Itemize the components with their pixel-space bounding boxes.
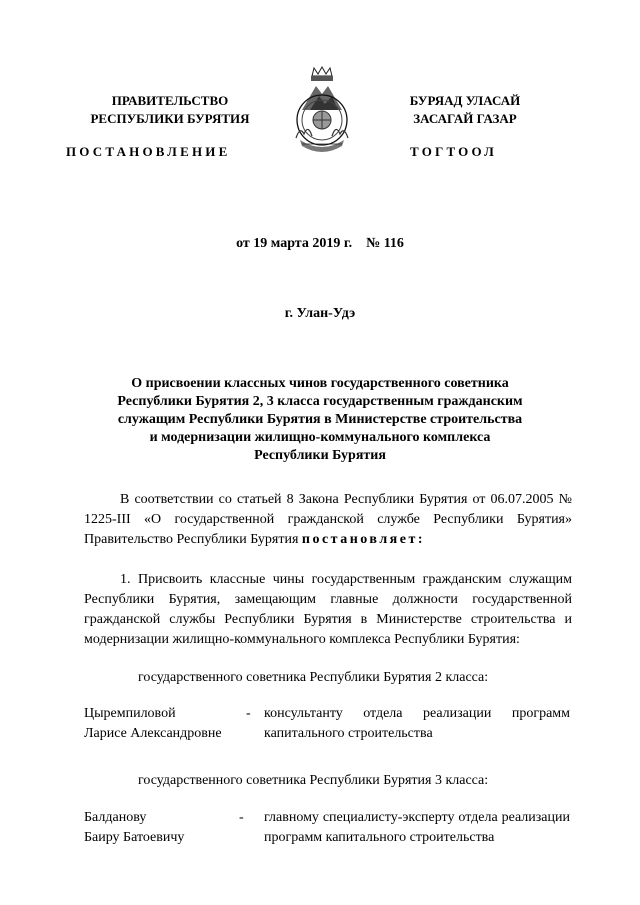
decree-word: постановляет:	[301, 532, 425, 547]
issuer-ru-line2: РЕСПУБЛИКИ БУРЯТИЯ	[90, 111, 250, 126]
title-line: служащим Республики Бурятия в Министерстве строительства	[117, 412, 523, 427]
employee-name	[84, 704, 254, 744]
employee-name-line1: Балданову	[84, 810, 147, 825]
rank2-heading: государственного советника Республики Бурятия 2 класса:	[138, 670, 489, 685]
title-line: Республики Бурятия 2, 3 класса государственным гражданским	[117, 394, 523, 409]
rank2-entry	[84, 704, 572, 748]
date-number: от 19 марта 2019 г. № 116	[236, 236, 404, 251]
issuer-bua	[355, 92, 575, 128]
preamble-text: В соответствии со статьей 8 Закона Республики Бурятия от 06.07.2005 № 1225-III «О государственной гражданской службе Республики Бурятия» Правительство Республики Бурятия	[84, 492, 572, 547]
issuer-ru	[60, 92, 280, 128]
doc-type-ru: ПОСТАНОВЛЕНИЕ	[66, 144, 231, 159]
issuer-bua-line2: ЗАСАГАЙ ГАЗАР	[413, 111, 517, 126]
doc-type-bua: ТОГТООЛ	[410, 144, 498, 159]
issuer-bua-line1: БУРЯАД УЛАСАЙ	[409, 93, 521, 108]
employee-position: консультанту отдела реализации программ капитального строительства	[264, 706, 570, 741]
rank3-entry	[84, 808, 572, 852]
employee-name-line1: Цыремпиловой	[84, 706, 176, 721]
rank3-heading: государственного советника Республики Бурятия 3 класса:	[138, 773, 489, 788]
coat-of-arms-icon	[292, 66, 352, 158]
employee-name	[84, 808, 254, 848]
employee-name-line2: Ларисе Александровне	[84, 726, 222, 741]
title-line: Республики Бурятия	[254, 448, 386, 463]
employee-position: главному специалисту-эксперту отдела реализации программ капитального строительства	[264, 810, 570, 845]
employee-name-line2: Баиру Батоевичу	[84, 830, 185, 845]
dash-separator: -	[246, 706, 251, 721]
clause-1-text: 1. Присвоить классные чины государственным гражданским служащим Республики Бурятия, замещающим главные должности государственной гражданской службы Республики Бурятия в Министерстве строительства и модернизации жилищно-коммунального комплекса Республики Бурятия:	[84, 572, 572, 647]
preamble	[84, 490, 572, 550]
title-line: О присвоении классных чинов государственного советника	[131, 376, 509, 391]
issuer-ru-line1: ПРАВИТЕЛЬСТВО	[111, 93, 229, 108]
title-line: и модернизации жилищно-коммунального комплекса	[149, 430, 491, 445]
document-title	[60, 375, 580, 465]
clause-1	[84, 570, 572, 650]
city: г. Улан-Удэ	[284, 306, 356, 321]
dash-separator: -	[239, 810, 244, 825]
